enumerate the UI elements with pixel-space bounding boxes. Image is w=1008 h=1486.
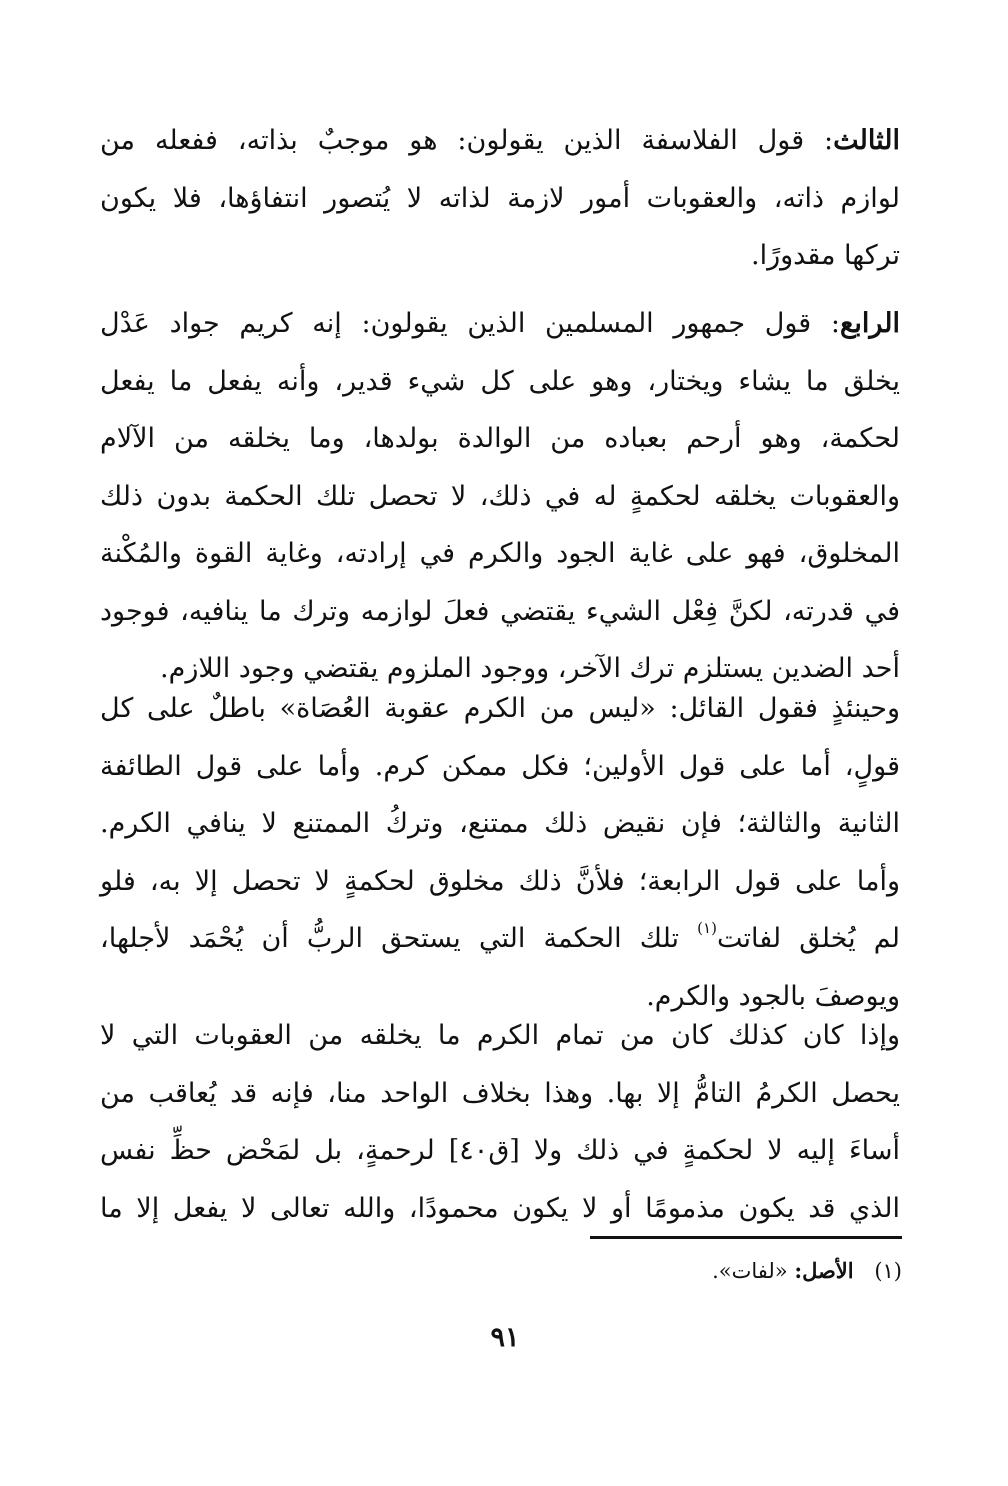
- page-number: ٩١: [490, 1322, 520, 1353]
- paragraph-line: لحكمة، وهو أرحم بعباده من الوالدة بولدها، وما يخلقه من الآلام: [100, 423, 900, 454]
- paragraph-third-view: [100, 112, 900, 285]
- paragraph-line: الرابع: قول جمهور المسلمين الذين يقولون: إنه كريم جواد عَدْل: [100, 308, 900, 339]
- paragraph-line: الثانية والثالثة؛ فإن نقيض ذلك ممتنع، وتركُ الممتنع لا ينافي الكرم.: [100, 808, 900, 839]
- paragraph-line: لم يُخلق لفاتت$^{(١)}$ تلك الحكمة التي يستحق الربُّ أن يُحْمَد لأجلها،: [100, 919, 900, 954]
- paragraph-continuation: [100, 1007, 900, 1237]
- footnote-divider: [590, 1236, 902, 1239]
- paragraph-line: أساءَ إليه لا لحكمةٍ في ذلك ولا [ق٤٠] لرحمةٍ، بل لمَحْض حظِّ نفس: [100, 1135, 900, 1166]
- paragraph-line: يحصل الكرمُ التامُّ إلا بها. وهذا بخلاف الواحد منا، فإنه قد يُعاقب من: [100, 1077, 900, 1109]
- paragraph-line: أحد الضدين يستلزم ترك الآخر، ووجود الملزوم يقتضي وجود اللازم.: [160, 653, 900, 684]
- paragraph-line: والعقوبات يخلقه لحكمةٍ له في ذلك، لا تحصل تلك الحكمة بدون ذلك: [100, 480, 900, 512]
- paragraph-line: قولٍ، أما على قول الأولين؛ فكل ممكن كرم. وأما على قول الطائفة: [100, 750, 900, 782]
- footnote: [712, 1256, 902, 1286]
- paragraph-line: وإذا كان كذلك كان من تمام الكرم ما يخلقه من العقوبات التي لا: [100, 1020, 900, 1051]
- paragraph-lead-word: الرابع: [839, 308, 900, 339]
- paragraph-line: وحينئذٍ فقول القائل: «ليس من الكرم عقوبة العُصَاة» باطلٌ على كل: [100, 693, 900, 724]
- paragraph-conclusion: [100, 680, 900, 1025]
- footnote-text: «لفات».: [712, 1259, 788, 1283]
- paragraph-line: تركها مقدورًا.: [751, 240, 900, 271]
- paragraph-line: يخلق ما يشاء ويختار، وهو على كل شيء قدير، وأنه يفعل ما يفعل: [100, 365, 900, 397]
- paragraph-line: الذي قد يكون مذمومًا أو لا يكون محمودًا، والله تعالى لا يفعل إلا ما: [100, 1192, 900, 1224]
- paragraph-line: المخلوق، فهو على غاية الجود والكرم في إرادته، وغاية القوة والمُكْنة: [100, 538, 900, 569]
- paragraph-fourth-view: [100, 295, 900, 698]
- paragraph-lead-word: الثالث: [833, 125, 900, 156]
- paragraph-line: لوازم ذاته، والعقوبات أمور لازمة لذاته لا يُتصور انتفاؤها، فلا يكون: [100, 182, 900, 214]
- paragraph-line: في قدرته، لكنَّ فِعْل الشيء يقتضي فعلَ لوازمه وترك ما ينافيه، فوجود: [100, 595, 900, 627]
- paragraph-line: وأما على قول الرابعة؛ فلأنَّ ذلك مخلوق لحكمةٍ لا تحصل إلا به، فلو: [100, 865, 900, 897]
- paragraph-line: ويوصفَ بالجود والكرم.: [646, 980, 900, 1012]
- footnote-reference[interactable]: (١): [697, 919, 717, 937]
- footnote-number: (١): [874, 1259, 902, 1283]
- paragraph-line: الثالث: قول الفلاسفة الذين يقولون: هو موجبٌ بذاته، ففعله من: [100, 125, 900, 156]
- footnote-label: الأصل:: [794, 1258, 854, 1283]
